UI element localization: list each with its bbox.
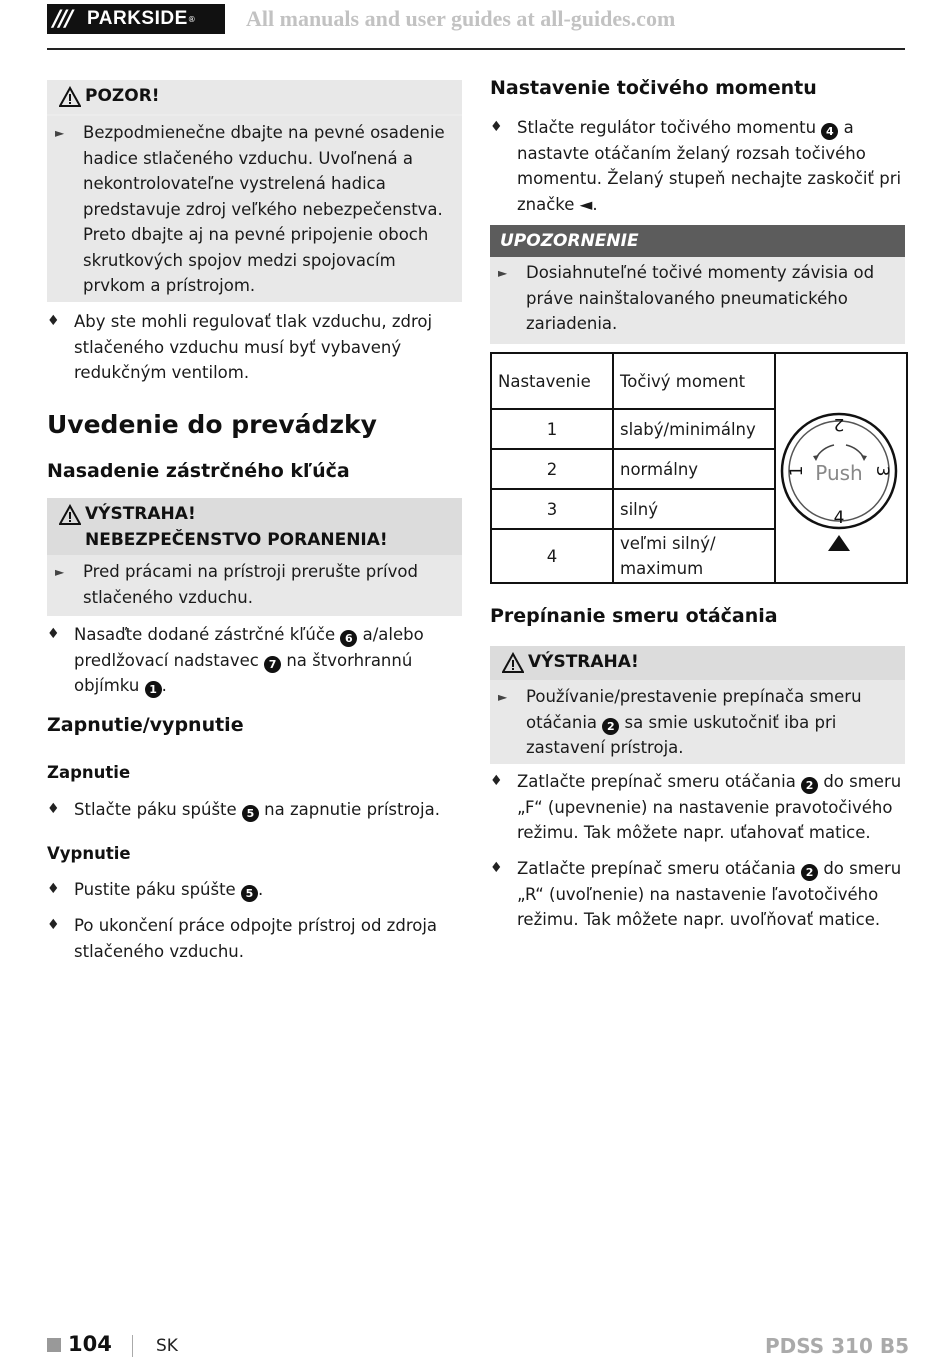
ref-number: 5	[241, 885, 258, 902]
parkside-logo: /// PARKSIDE ®	[47, 4, 225, 34]
ref-number: 2	[801, 864, 818, 881]
diamond-icon: ♦	[47, 881, 60, 897]
section-title: Uvedenie do prevádzky	[47, 410, 377, 439]
ref-number: 7	[264, 656, 281, 673]
ref-number: 2	[602, 718, 619, 735]
arrow-icon: ►	[55, 565, 65, 579]
dial-mark-3: 3	[872, 465, 892, 477]
diamond-icon: ♦	[490, 773, 503, 789]
dial-mark-1: 1	[787, 465, 807, 477]
subsection-title: Nasadenie zástrčného kľúča	[47, 460, 350, 482]
warning-icon	[59, 86, 81, 108]
dial-mark-4: 4	[833, 508, 845, 528]
list-item: ♦ Po ukončení práce odpojte prístroj od zdroja stlačeného vzduchu.	[47, 913, 462, 964]
watermark: All manuals and user guides at all-guides.com	[246, 6, 676, 31]
brand-name: PARKSIDE	[87, 8, 188, 29]
minor-title: Vypnutie	[47, 844, 131, 863]
dial-pointer-icon	[828, 535, 850, 551]
arrow-icon: ►	[55, 126, 65, 140]
list-item: ♦ Stlačte páku spúšte 5 na zapnutie prístroja.	[47, 797, 462, 823]
vystraha2-item: ► Používanie/prestavenie prepínača smeru otáčania 2 sa smie uskutočniť iba pri zastavení prístroja.	[490, 680, 905, 761]
language-code: SK	[156, 1336, 178, 1356]
diamond-icon: ♦	[47, 801, 60, 817]
vystraha2-box	[490, 646, 905, 764]
page-number: 104	[68, 1332, 112, 1356]
diamond-icon: ♦	[47, 626, 60, 642]
diamond-icon: ♦	[490, 860, 503, 876]
table-cell: slabý/minimálny	[613, 409, 775, 449]
arrow-icon: ►	[498, 266, 508, 280]
pozor-item: ► Bezpodmienečne dbajte na pevné osadenie hadice stlačeného vzduchu. Uvoľnená a nekontrolovateľne vystrelená hadica predstavuje zdroj veľkého nebezpečenstva. Preto dbajte aj na pevné pripojenie oboch skrutkových spojov medzi spojovacím prvkom a prístrojom.	[47, 116, 462, 299]
dial-cell	[775, 353, 907, 583]
diamond-icon: ♦	[47, 917, 60, 933]
table-cell: normálny	[613, 449, 775, 489]
vystraha-title: VÝSTRAHA! NEBEZPEČENSTVO PORANENIA!	[59, 504, 462, 553]
upozornenie-box	[490, 225, 905, 344]
ref-number: 6	[340, 630, 357, 647]
table-cell: 2	[491, 449, 613, 489]
minor-title: Zapnutie	[47, 763, 131, 782]
upozornenie-title: UPOZORNENIE	[490, 225, 905, 257]
model-name: PDSS 310 B5	[765, 1334, 910, 1358]
torque-table	[490, 352, 908, 584]
vystraha-box	[47, 498, 462, 616]
subsection-title: Zapnutie/vypnutie	[47, 714, 244, 736]
dial-push-label: Push	[815, 461, 863, 485]
warning-icon	[59, 504, 81, 526]
table-cell: 1	[491, 409, 613, 449]
footer-square	[47, 1338, 61, 1352]
ref-number: 4	[821, 123, 838, 140]
diamond-icon: ♦	[490, 119, 503, 135]
ref-number: 2	[801, 777, 818, 794]
table-cell: 3	[491, 489, 613, 529]
header-rule	[47, 48, 905, 50]
list-item: ♦ Aby ste mohli regulovať tlak vzduchu, zdroj stlačeného vzduchu musí byť vybavený redukčným ventilom.	[47, 309, 462, 386]
subsection-title: Prepínanie smeru otáčania	[490, 605, 778, 627]
list-item: ♦ Pustite páku spúšte 5 .	[47, 877, 462, 903]
vystraha2-title: VÝSTRAHA!	[502, 652, 905, 674]
footer-divider	[132, 1335, 133, 1357]
table-header: Točivý moment	[613, 353, 775, 409]
arrow-icon: ►	[498, 690, 508, 704]
torque-dial	[776, 355, 904, 581]
table-row	[491, 353, 907, 409]
list-item: ♦ Nasaďte dodané zástrčné kľúče 6 a/alebo predlžovací nadstavec 7 na štvorhrannú objímku 1 .	[47, 622, 462, 699]
warning-icon	[502, 652, 524, 674]
pozor-title: POZOR!	[47, 80, 462, 114]
vystraha-item: ► Pred prácami na prístroji prerušte prívod stlačeného vzduchu.	[47, 555, 462, 610]
dial-mark-2: 2	[833, 414, 845, 434]
table-cell: silný	[613, 489, 775, 529]
table-cell: 4	[491, 529, 613, 583]
ref-number: 1	[145, 681, 162, 698]
pozor-box	[47, 80, 462, 302]
list-item: ♦ Zatlačte prepínač smeru otáčania 2 do smeru „R“ (uvoľnenie) na nastavenie ľavotočivého režimu. Tak môžete napr. uvoľňovať matice.	[490, 856, 905, 933]
list-item: ♦ Stlačte regulátor točivého momentu 4 a nastavte otáčaním želaný rozsah točivého momentu. Želaný stupeň nechajte zaskočiť pri značke ◄.	[490, 115, 905, 217]
table-header: Nastavenie	[491, 353, 613, 409]
upozornenie-item: ► Dosiahnuteľné točivé momenty závisia od práve nainštalovaného pneumatického zariadenia.	[490, 257, 905, 337]
ref-number: 5	[242, 805, 259, 822]
subsection-title: Nastavenie točivého momentu	[490, 77, 817, 99]
table-cell: veľmi silný/ maximum	[613, 529, 775, 583]
list-item: ♦ Zatlačte prepínač smeru otáčania 2 do smeru „F“ (upevnenie) na nastavenie pravotočivého režimu. Tak môžete napr. uťahovať matice.	[490, 769, 905, 846]
diamond-icon: ♦	[47, 313, 60, 329]
